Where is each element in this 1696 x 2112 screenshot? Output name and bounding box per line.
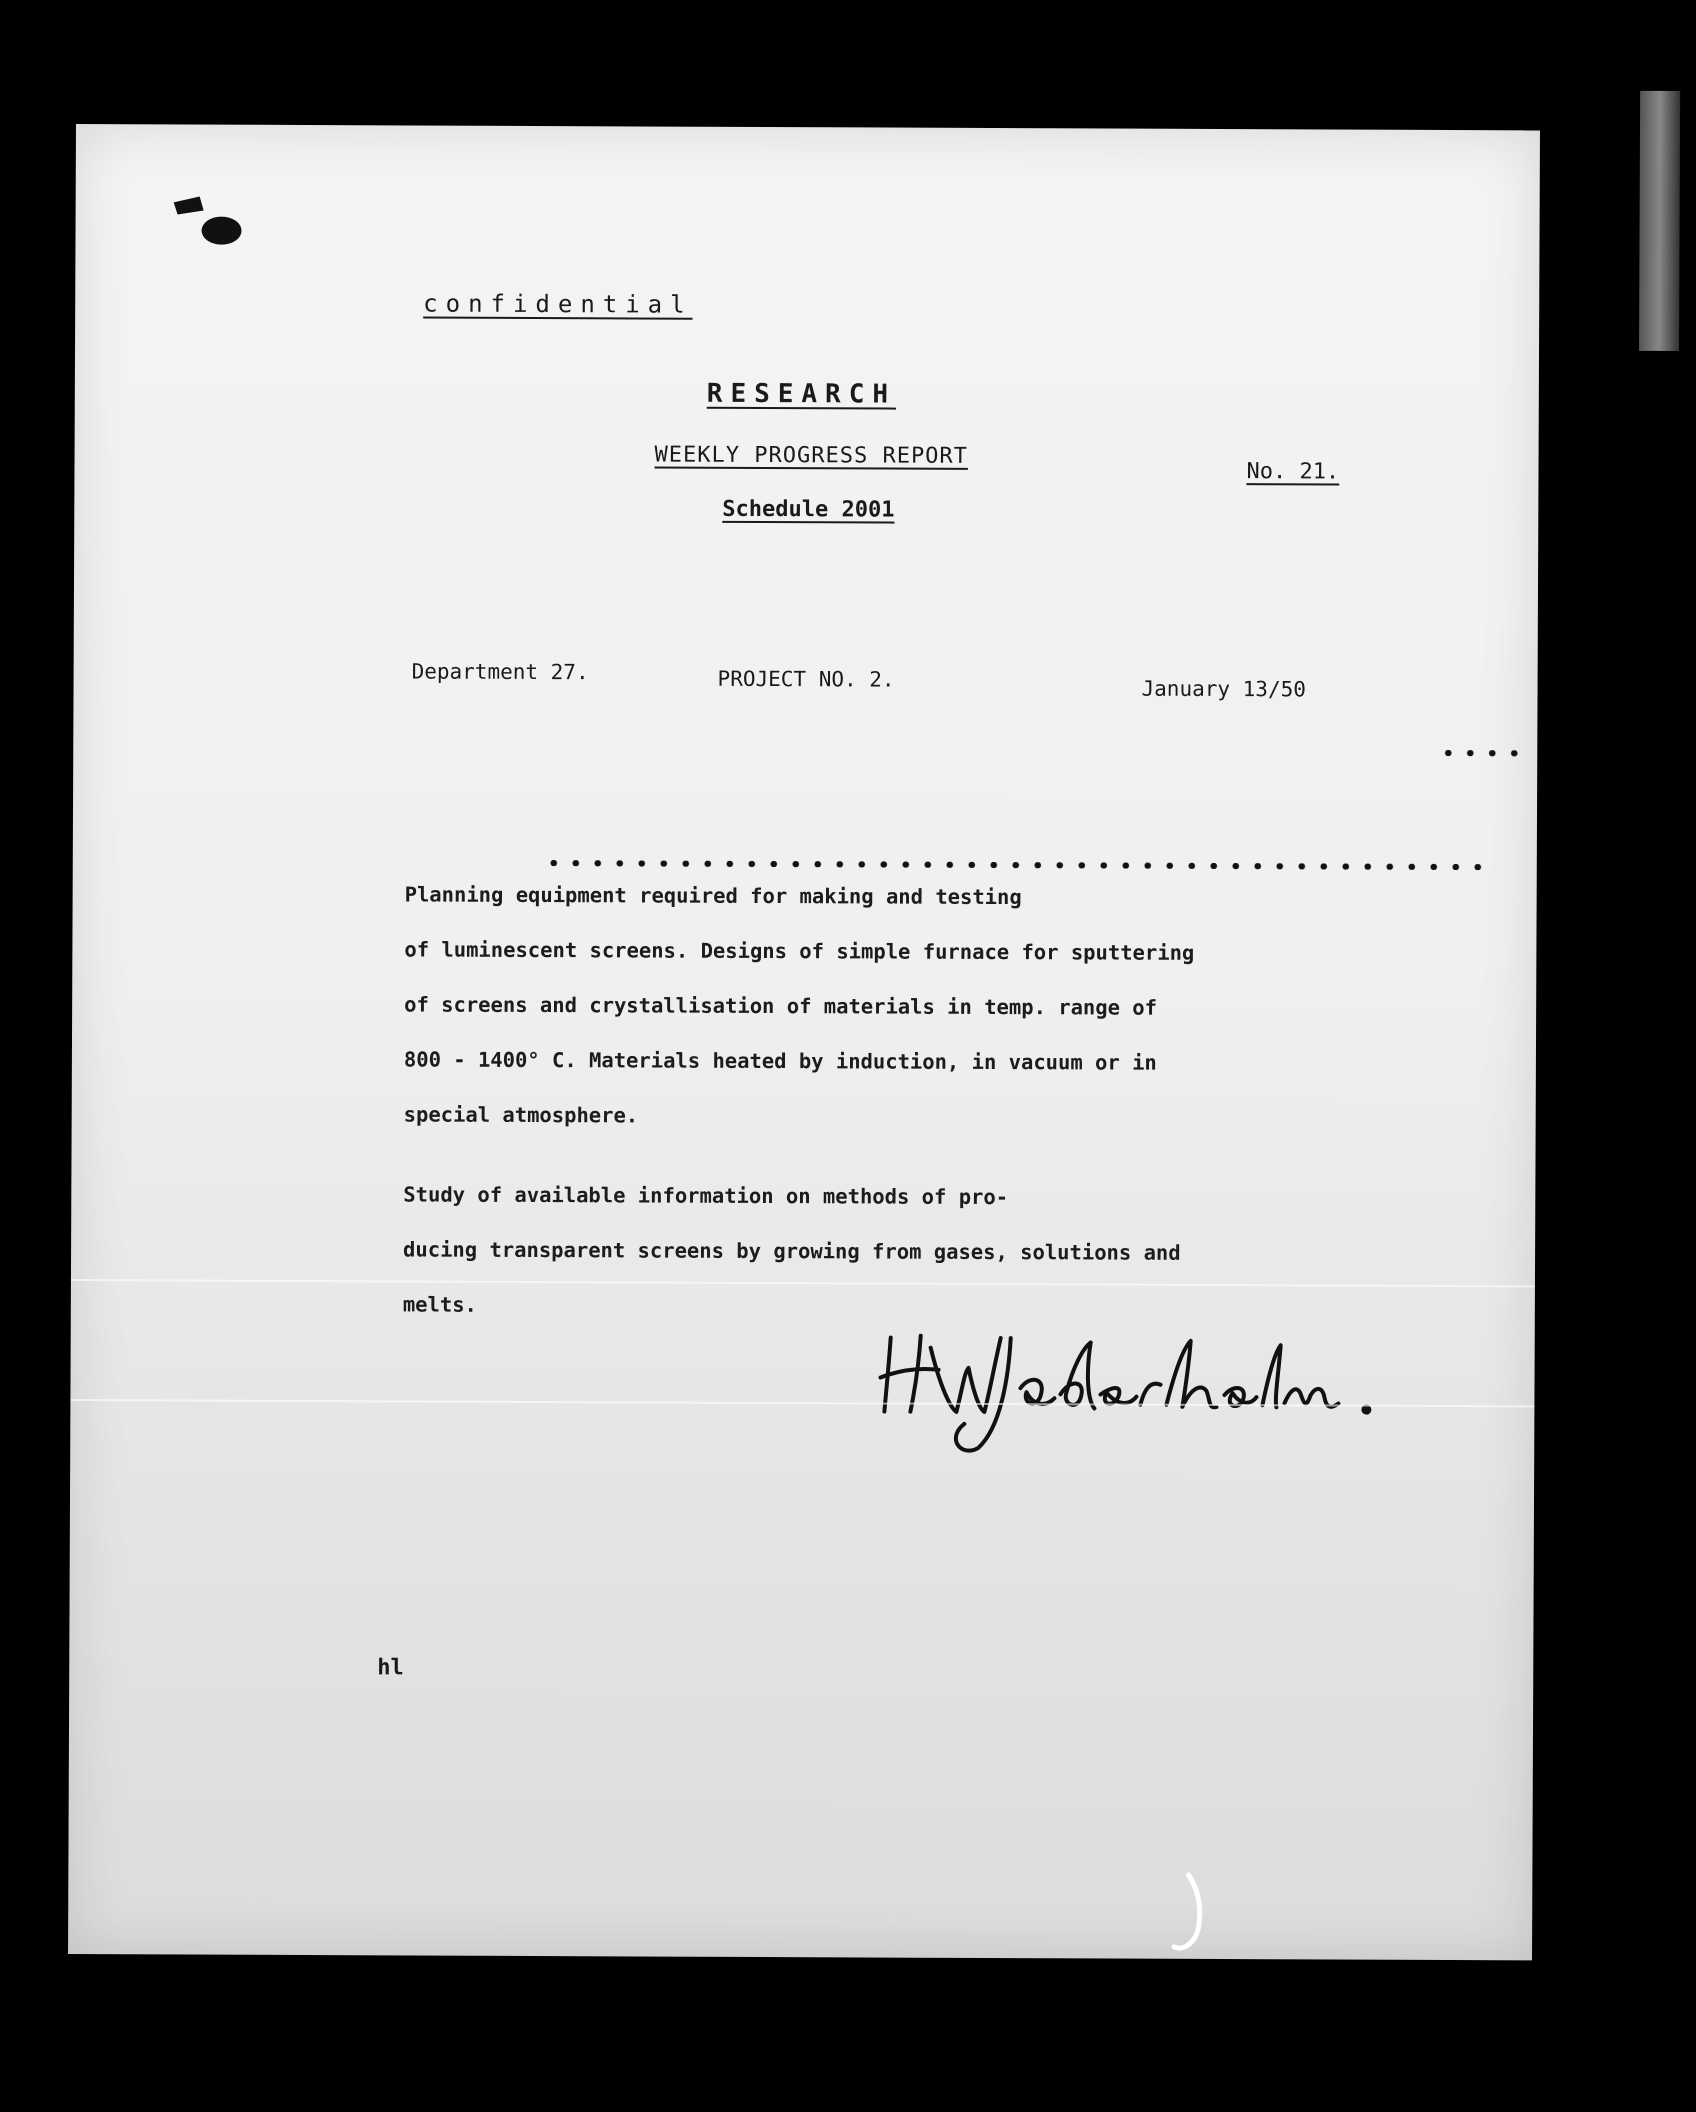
typist-initials: hl xyxy=(377,1655,404,1681)
scratch-mark xyxy=(1168,1869,1228,1959)
report-date: January 13/50 xyxy=(1141,676,1306,702)
handwritten-signature xyxy=(860,1307,1381,1459)
report-title: WEEKLY PROGRESS REPORT xyxy=(654,442,969,469)
schedule-label: Schedule 2001 xyxy=(722,496,895,523)
department-label: Department 27. xyxy=(411,659,589,685)
document-page xyxy=(68,124,1540,1960)
dot-leader-line xyxy=(1437,750,1527,756)
film-edge-mark xyxy=(1639,91,1680,351)
body-paragraph-1: Planning equipment required for making and testing of luminescent screens. Designs of simple furnace for sputtering of screens and crystallisation of materials in temp. range of 800 - 1400° C. Materials heated by induction, in vacuum or in special atmosphere. xyxy=(403,882,1195,1128)
ink-blot xyxy=(169,184,249,254)
body-paragraph-2: Study of available information on methods of pro- ducing transparent screens by growing from gases, solutions and melts. xyxy=(402,1182,1181,1317)
classification-label: confidential xyxy=(423,289,693,319)
report-number: No. 21. xyxy=(1246,459,1340,485)
project-label: PROJECT NO. 2. xyxy=(717,666,895,692)
research-title: RESEARCH xyxy=(706,378,897,410)
